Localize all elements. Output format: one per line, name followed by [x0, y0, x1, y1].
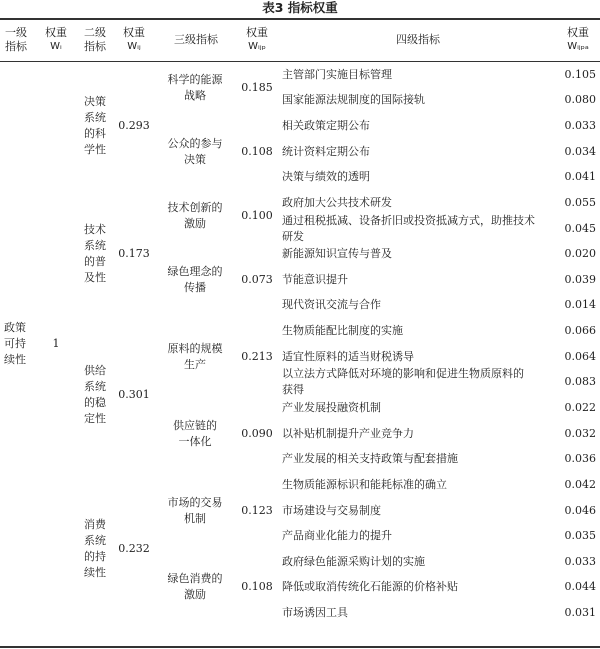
level3-name: [162, 113, 228, 190]
level4-name: [282, 575, 554, 601]
level4-name-text: 主管部门实施目标管理: [282, 67, 392, 81]
level3-name: [162, 190, 228, 241]
level4-weight: [556, 370, 596, 396]
level4-name: [282, 88, 554, 114]
level4-weight: [556, 113, 596, 139]
level2-name-text: 决策 系统 的科 学性: [84, 95, 106, 157]
level3-name-text: 原料的规模 生产: [167, 341, 223, 371]
level4-weight: [556, 523, 596, 549]
level4-weight-text: 0.039: [564, 272, 596, 286]
level4-name-text: 产业发展的相关支持政策与配套措施: [282, 452, 458, 466]
level4-weight-text: 0.105: [564, 67, 596, 81]
level2-name-text: 消费 系统 的持 续性: [84, 517, 106, 579]
level2-name: [80, 318, 110, 472]
table-caption: 表3 指标权重: [262, 0, 338, 15]
level4-weight: [556, 446, 596, 472]
level4-name-text: 现代资讯交流与合作: [282, 298, 381, 312]
level3-name: [162, 549, 228, 626]
level4-weight: [556, 293, 596, 319]
level4-weight: [556, 88, 596, 114]
level4-name: [282, 472, 554, 498]
level4-name: [282, 600, 554, 626]
level4-name-text: 降低或取消传统化石能源的价格补贴: [282, 580, 458, 594]
level1-weight-text: 1: [52, 336, 60, 350]
header-level1: [0, 19, 32, 61]
level4-name: [282, 241, 554, 267]
level4-name-text: 市场建设与交易制度: [282, 503, 381, 517]
level4-name-text: 市场诱因工具: [282, 606, 348, 620]
level4-name: [282, 139, 554, 165]
level3-weight-text: 0.123: [241, 503, 273, 517]
level4-weight-text: 0.044: [564, 580, 596, 594]
level4-weight-text: 0.014: [564, 298, 596, 312]
level4-name: [282, 267, 554, 293]
level4-name: [282, 213, 554, 243]
level4-name-text: 适宜性原料的适当财税诱导: [282, 349, 414, 363]
level4-weight-text: 0.083: [564, 375, 596, 389]
level3-weight: [240, 113, 274, 190]
level2-name: [80, 62, 110, 190]
level4-weight: [556, 216, 596, 242]
level2-weight-text: 0.232: [118, 541, 150, 555]
level2-name-text: 供给 系统 的稳 定性: [84, 364, 106, 426]
level3-name: [162, 241, 228, 318]
level4-name: [282, 293, 554, 319]
level4-weight: [556, 600, 596, 626]
level4-weight-text: 0.022: [564, 401, 596, 414]
level4-weight-text: 0.066: [564, 324, 596, 338]
level3-weight: [240, 241, 274, 318]
level4-name: [282, 318, 554, 344]
level3-weight: [240, 318, 274, 395]
level4-weight-text: 0.055: [564, 195, 596, 209]
level2-weight: [113, 472, 155, 626]
header-weight1-symbol: Wᵢ: [50, 41, 62, 52]
level3-weight-text: 0.185: [241, 80, 273, 94]
level3-name-text: 科学的能源 战略: [167, 72, 223, 102]
level4-weight: [556, 421, 596, 447]
level3-weight: [240, 395, 274, 472]
level1-weight: [44, 62, 68, 626]
level4-name-text: 产业发展投融资机制: [282, 401, 381, 414]
level4-name-text: 产品商业化能力的提升: [282, 529, 392, 543]
level4-name: [282, 523, 554, 549]
level3-weight-text: 0.213: [241, 349, 273, 363]
level4-weight: [556, 62, 596, 88]
level4-name-text: 生物质能配比制度的实施: [282, 324, 403, 338]
level3-weight-text: 0.100: [241, 208, 273, 222]
header-weight4-label: 权重: [567, 26, 589, 39]
level2-weight-text: 0.301: [118, 388, 150, 402]
level3-weight: [240, 472, 274, 549]
level4-weight: [556, 395, 596, 421]
level3-name-text: 技术创新的 激励: [167, 200, 223, 230]
level2-weight: [113, 190, 155, 318]
header-level2: [78, 19, 112, 61]
header-level1-label: 一级 指标: [5, 26, 27, 53]
header-level4-label: 四级指标: [396, 33, 440, 46]
level4-weight-text: 0.032: [564, 426, 596, 440]
level2-weight-text: 0.293: [118, 119, 150, 133]
level3-name: [162, 472, 228, 549]
level3-weight-text: 0.108: [241, 580, 273, 594]
level3-weight-text: 0.090: [241, 426, 273, 440]
level4-weight: [556, 575, 596, 601]
level4-weight: [556, 241, 596, 267]
level2-name-text: 技术 系统 的普 及性: [84, 223, 106, 285]
level4-name: [282, 367, 554, 397]
level3-name: [162, 318, 228, 395]
level4-weight-text: 0.080: [564, 93, 596, 107]
level4-name: [282, 62, 554, 88]
level4-weight-text: 0.042: [564, 477, 596, 491]
level4-weight: [556, 139, 596, 165]
level3-weight-text: 0.073: [241, 272, 273, 286]
level4-name-text: 节能意识提升: [282, 272, 348, 286]
header-weight3-label: 权重: [246, 26, 268, 39]
level4-name: [282, 395, 554, 421]
level1-name: [0, 62, 30, 626]
level4-weight: [556, 472, 596, 498]
level4-name-text: 以补贴机制提升产业竞争力: [282, 426, 414, 440]
level4-weight-text: 0.046: [564, 503, 596, 517]
level4-weight: [556, 318, 596, 344]
level2-name: [80, 190, 110, 318]
level4-weight-text: 0.035: [564, 529, 596, 543]
level4-weight-text: 0.033: [564, 554, 596, 568]
header-level3: [158, 19, 234, 61]
level4-name: [282, 498, 554, 524]
level4-weight: [556, 344, 596, 370]
level3-weight: [240, 62, 274, 113]
level3-name-text: 绿色理念的 传播: [167, 264, 223, 294]
header-weight1: [40, 19, 72, 61]
header-level2-label: 二级 指标: [84, 26, 106, 53]
level4-weight-text: 0.031: [564, 606, 596, 620]
level4-weight-text: 0.033: [564, 119, 596, 133]
level4-name: [282, 165, 554, 191]
level4-weight-text: 0.020: [564, 247, 596, 261]
level1-name-text: 政策 可持 续性: [4, 320, 26, 366]
level2-weight: [113, 318, 155, 472]
level3-name: [162, 395, 228, 472]
level3-name-text: 公众的参与 决策: [167, 136, 223, 166]
header-weight2: [113, 19, 155, 61]
level4-name-text: 以立法方式降低对环境的影响和促进生物质原料的 获得: [282, 367, 524, 397]
header-weight4-symbol: Wᵢⱼₚₐ: [567, 41, 589, 52]
level2-weight: [113, 62, 155, 190]
level4-weight: [556, 267, 596, 293]
level4-weight: [556, 165, 596, 191]
level4-name: [282, 421, 554, 447]
level3-name-text: 供应链的 一体化: [173, 418, 217, 448]
level4-name: [282, 549, 554, 575]
level4-weight: [556, 498, 596, 524]
level4-weight-text: 0.045: [564, 221, 596, 235]
header-weight4: [556, 19, 600, 61]
level3-name: [162, 62, 228, 113]
level4-weight-text: 0.036: [564, 452, 596, 466]
level3-weight: [240, 190, 274, 241]
level4-name-text: 决策与绩效的透明: [282, 170, 370, 184]
header-weight1-label: 权重: [45, 26, 67, 39]
level3-weight-text: 0.108: [241, 144, 273, 158]
level4-weight: [556, 190, 596, 216]
level4-weight-text: 0.041: [564, 170, 596, 184]
level4-name-text: 统计资料定期公布: [282, 144, 370, 158]
header-level3-label: 三级指标: [174, 33, 218, 46]
level2-weight-text: 0.173: [118, 247, 150, 261]
level4-name: [282, 446, 554, 472]
level4-name: [282, 113, 554, 139]
header-weight3-symbol: Wᵢⱼₚ: [248, 41, 266, 52]
level4-name-text: 政府加大公共技术研发: [282, 195, 392, 209]
level4-name-text: 政府绿色能源采购计划的实施: [282, 554, 425, 568]
header-weight3: [238, 19, 276, 61]
level4-name-text: 相关政策定期公布: [282, 119, 370, 133]
level4-name-text: 国家能源法规制度的国际接轨: [282, 93, 425, 107]
level3-name-text: 市场的交易 机制: [167, 495, 223, 525]
bottom-rule: [0, 646, 600, 648]
level4-weight-text: 0.064: [564, 349, 596, 363]
header-level4: [282, 19, 554, 61]
level4-weight: [556, 549, 596, 575]
level4-name-text: 生物质能源标识和能耗标准的确立: [282, 477, 447, 491]
level2-name: [80, 472, 110, 626]
level3-name-text: 绿色消费的 激励: [167, 572, 223, 602]
header-weight2-symbol: Wᵢⱼ: [127, 41, 141, 52]
level4-name-text: 通过租税抵减、设备折旧或投资抵减方式，助推技术 研发: [282, 213, 535, 243]
header-weight2-label: 权重: [123, 26, 145, 39]
level4-name-text: 新能源知识宣传与普及: [282, 247, 392, 261]
level4-weight-text: 0.034: [564, 144, 596, 158]
level3-weight: [240, 549, 274, 626]
